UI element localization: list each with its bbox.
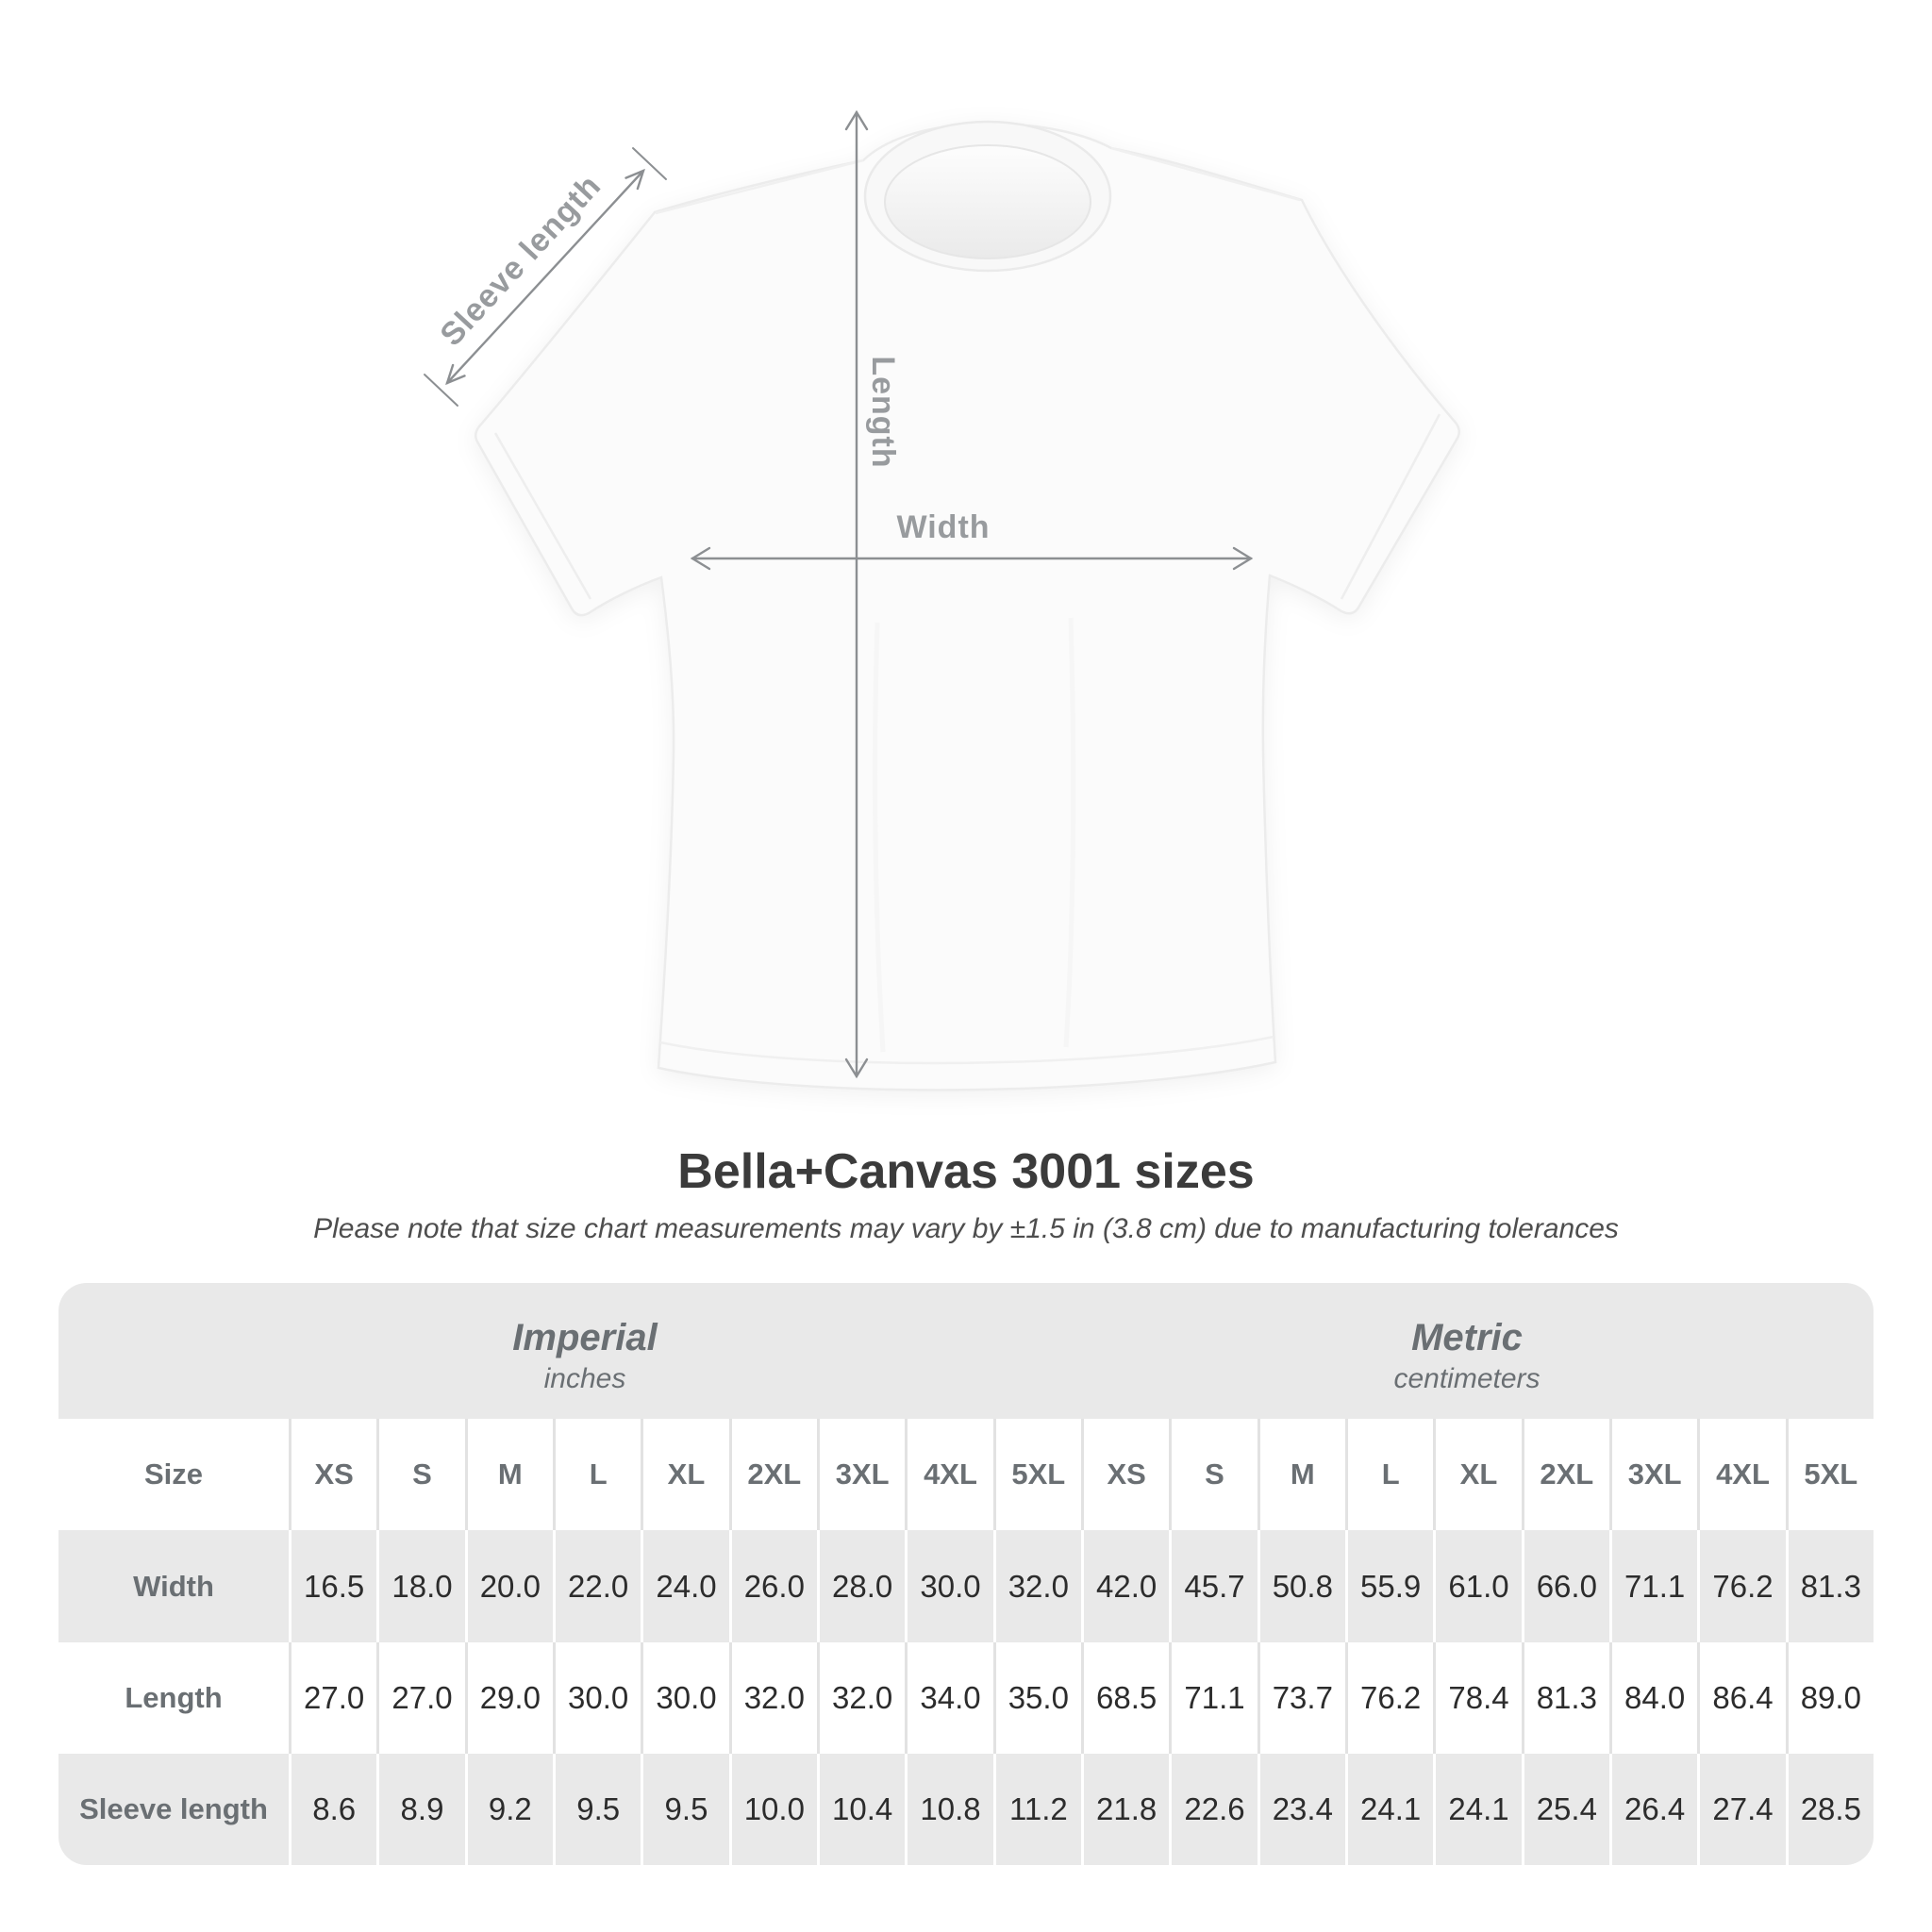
metric-value-cell: 24.1 <box>1433 1754 1521 1865</box>
metric-value-cell: 26.4 <box>1609 1754 1697 1865</box>
size-header-cell: 4XL <box>905 1419 992 1530</box>
metric-value-cell: 89.0 <box>1786 1642 1874 1754</box>
metric-value-cell: 42.0 <box>1081 1530 1169 1642</box>
imperial-value-cell: 27.0 <box>289 1642 376 1754</box>
size-header-cell: 3XL <box>1609 1419 1697 1530</box>
metric-value-cell: 27.4 <box>1697 1754 1785 1865</box>
metric-value-cell: 81.3 <box>1786 1530 1874 1642</box>
size-header-cell: S <box>376 1419 464 1530</box>
metric-value-cell: 68.5 <box>1081 1642 1169 1754</box>
unit-band <box>58 1283 1874 1419</box>
imperial-value-cell: 10.0 <box>729 1754 817 1865</box>
metric-value-cell: 28.5 <box>1786 1754 1874 1865</box>
size-header-cell: M <box>1257 1419 1345 1530</box>
imperial-value-cell: 24.0 <box>641 1530 728 1642</box>
metric-value-cell: 71.1 <box>1609 1530 1697 1642</box>
sleeve-length-label: Sleeve length <box>433 167 608 354</box>
imperial-value-cell: 10.4 <box>817 1754 905 1865</box>
collar-inner <box>885 145 1091 258</box>
metric-value-cell: 24.1 <box>1345 1754 1433 1865</box>
imperial-value-cell: 27.0 <box>376 1642 464 1754</box>
metric-value-cell: 84.0 <box>1609 1642 1697 1754</box>
size-header-cell: L <box>553 1419 641 1530</box>
metric-value-cell: 61.0 <box>1433 1530 1521 1642</box>
size-column-header: Size <box>58 1419 289 1530</box>
metric-value-cell: 22.6 <box>1169 1754 1257 1865</box>
imperial-value-cell: 11.2 <box>993 1754 1081 1865</box>
metric-value-cell: 76.2 <box>1697 1530 1785 1642</box>
metric-value-cell: 55.9 <box>1345 1530 1433 1642</box>
imperial-value-cell: 9.5 <box>641 1754 728 1865</box>
row-label: Length <box>58 1642 289 1754</box>
size-table <box>58 1283 1874 1865</box>
size-header-cell: XS <box>1081 1419 1169 1530</box>
imperial-value-cell: 26.0 <box>729 1530 817 1642</box>
size-header-cell: M <box>465 1419 553 1530</box>
metric-value-cell: 66.0 <box>1522 1530 1609 1642</box>
imperial-value-cell: 28.0 <box>817 1530 905 1642</box>
metric-unit: centimeters <box>1393 1362 1541 1394</box>
metric-value-cell: 45.7 <box>1169 1530 1257 1642</box>
metric-value-cell: 76.2 <box>1345 1642 1433 1754</box>
size-header-cell: XS <box>289 1419 376 1530</box>
metric-value-cell: 73.7 <box>1257 1642 1345 1754</box>
imperial-value-cell: 32.0 <box>993 1530 1081 1642</box>
metric-value-cell: 21.8 <box>1081 1754 1169 1865</box>
imperial-title: Imperial <box>512 1316 658 1358</box>
length-label: Length <box>865 356 901 469</box>
size-header-cell: 4XL <box>1697 1419 1785 1530</box>
imperial-value-cell: 32.0 <box>729 1642 817 1754</box>
imperial-value-cell: 30.0 <box>553 1642 641 1754</box>
tshirt-graphic <box>475 122 1459 1090</box>
imperial-unit: inches <box>543 1362 626 1394</box>
row-label: Sleeve length <box>58 1754 289 1865</box>
imperial-header <box>512 1315 657 1398</box>
imperial-value-cell: 9.2 <box>465 1754 553 1865</box>
imperial-value-cell: 30.0 <box>641 1642 728 1754</box>
size-grid <box>58 1419 1874 1865</box>
imperial-value-cell: 18.0 <box>376 1530 464 1642</box>
imperial-value-cell: 20.0 <box>465 1530 553 1642</box>
size-header-cell: XL <box>1433 1419 1521 1530</box>
metric-value-cell: 23.4 <box>1257 1754 1345 1865</box>
metric-value-cell: 50.8 <box>1257 1530 1345 1642</box>
imperial-value-cell: 16.5 <box>289 1530 376 1642</box>
imperial-value-cell: 35.0 <box>993 1642 1081 1754</box>
imperial-value-cell: 32.0 <box>817 1642 905 1754</box>
row-label: Width <box>58 1530 289 1642</box>
metric-value-cell: 81.3 <box>1522 1642 1609 1754</box>
metric-title: Metric <box>1411 1316 1523 1358</box>
metric-header <box>1393 1315 1540 1398</box>
size-header-cell: L <box>1345 1419 1433 1530</box>
metric-value-cell: 78.4 <box>1433 1642 1521 1754</box>
metric-value-cell: 71.1 <box>1169 1642 1257 1754</box>
imperial-value-cell: 34.0 <box>905 1642 992 1754</box>
imperial-value-cell: 10.8 <box>905 1754 992 1865</box>
size-header-cell: S <box>1169 1419 1257 1530</box>
metric-value-cell: 86.4 <box>1697 1642 1785 1754</box>
size-header-cell: 5XL <box>993 1419 1081 1530</box>
width-label: Width <box>896 509 991 545</box>
metric-value-cell: 25.4 <box>1522 1754 1609 1865</box>
size-header-cell: 3XL <box>817 1419 905 1530</box>
size-header-cell: 2XL <box>1522 1419 1609 1530</box>
size-header-cell: XL <box>641 1419 728 1530</box>
size-header-cell: 2XL <box>729 1419 817 1530</box>
page-title: Bella+Canvas 3001 sizes <box>677 1144 1255 1199</box>
imperial-value-cell: 29.0 <box>465 1642 553 1754</box>
imperial-value-cell: 30.0 <box>905 1530 992 1642</box>
imperial-value-cell: 8.6 <box>289 1754 376 1865</box>
imperial-value-cell: 8.9 <box>376 1754 464 1865</box>
size-header-cell: 5XL <box>1786 1419 1874 1530</box>
page-subtitle: Please note that size chart measurements may vary by ±1.5 in (3.8 cm) due to manufacturing tolerances <box>313 1213 1619 1244</box>
imperial-value-cell: 22.0 <box>553 1530 641 1642</box>
imperial-value-cell: 9.5 <box>553 1754 641 1865</box>
heading-block <box>0 1143 1932 1245</box>
